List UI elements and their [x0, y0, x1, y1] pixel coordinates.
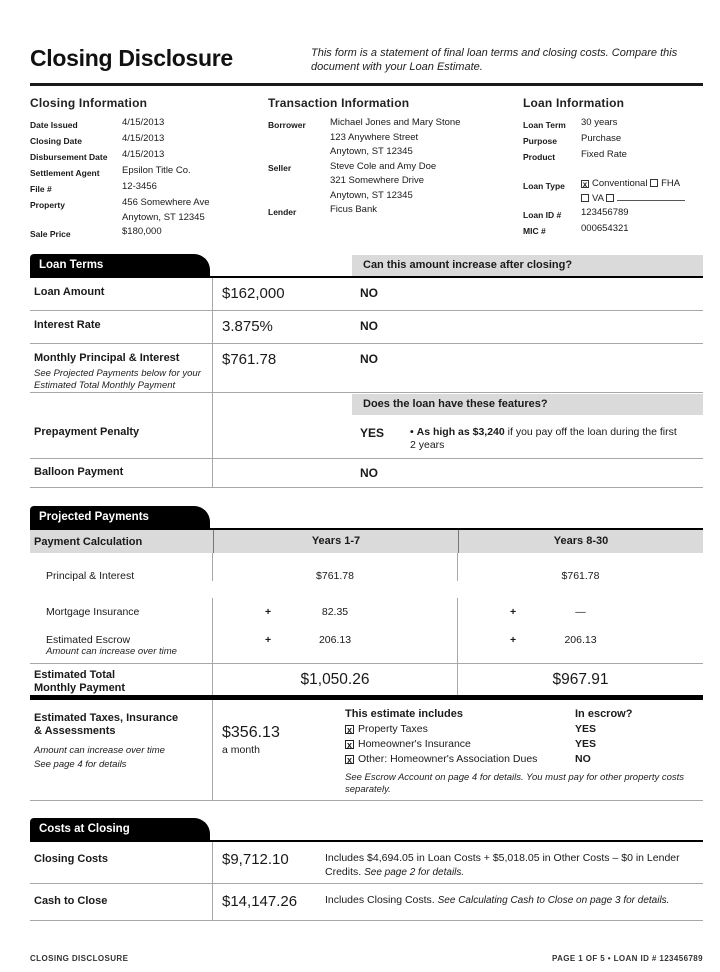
monthly-pi-value: $761.78 — [222, 351, 277, 368]
closing-disclosure-page — [30, 0, 703, 963]
info-row — [523, 148, 703, 164]
field-label: Loan Term — [523, 119, 566, 130]
answer: NO — [360, 286, 378, 300]
row-subtext: See Projected Payments below for your Estimated Total Monthly Payment — [34, 368, 201, 391]
note-bold: As high as $3,240 — [416, 426, 505, 438]
info-row — [268, 116, 523, 160]
field-label: Seller — [268, 163, 292, 173]
answer: YES — [360, 426, 385, 440]
plus-sign: + — [265, 634, 272, 646]
field-value: 123456789 — [581, 207, 629, 218]
closing-information-section — [30, 96, 268, 241]
plus-sign: + — [510, 606, 517, 618]
field-label: Loan ID # — [523, 209, 562, 220]
include-label: x Homeowner's Insurance — [346, 738, 471, 750]
info-grid — [30, 96, 703, 241]
field-value: 30 years — [581, 117, 618, 128]
projected-payments-tab: Projected Payments — [30, 506, 210, 528]
costs-at-closing-section — [30, 818, 703, 921]
loan-type-line-1 — [581, 177, 685, 192]
include-item — [345, 752, 703, 767]
row-label: Estimated Escrow — [46, 634, 131, 646]
info-row — [30, 148, 268, 164]
prepayment-note — [408, 415, 703, 458]
loan-type-line-2 — [581, 192, 685, 207]
principal-interest-row — [30, 553, 703, 598]
field-label: Date Issued — [30, 119, 78, 130]
transaction-information-section — [268, 96, 523, 241]
field-value: 000654321 — [581, 223, 629, 234]
column-header: Years 1-7 — [213, 530, 458, 553]
loan-information-heading: Loan Information — [523, 96, 625, 110]
row-label: Cash to Close — [30, 884, 213, 920]
field-label: Lender — [268, 206, 297, 217]
total-amount: $967.91 — [552, 671, 609, 688]
include-item — [345, 722, 703, 737]
interest-rate-row — [30, 311, 703, 344]
loan-terms-section — [30, 254, 703, 488]
footer-right: PAGE 1 OF 5 • LOAN ID # 123456789 — [551, 954, 703, 963]
field-value: Ficus Bank — [330, 204, 377, 215]
field-value: Purchase — [581, 133, 622, 144]
info-row — [30, 132, 268, 148]
field-label: Closing Date — [30, 135, 82, 146]
closing-costs-note: Includes $4,694.05 in Loan Costs + $5,018.05 in Other Costs – $0 in Lender Credits. See page 2 for details. — [325, 852, 680, 878]
field-label: File # — [30, 183, 52, 194]
loan-type-value — [581, 177, 685, 206]
field-value: 4/15/2013 — [122, 117, 165, 128]
field-label: Loan Type — [523, 180, 565, 191]
info-row — [523, 222, 703, 238]
loan-terms-tab: Loan Terms — [30, 254, 210, 276]
taxes-amount-cell — [213, 700, 345, 800]
interest-rate-value: 3.875% — [222, 318, 273, 335]
amount: 82.35 — [321, 606, 349, 618]
header-note: This form is a statement of final loan terms and closing costs. Compare this document with your Loan Estimate. — [311, 47, 678, 73]
info-row — [30, 116, 268, 132]
payment-calculation-header — [30, 530, 703, 553]
plus-sign: + — [265, 606, 272, 618]
field-value: 4/15/2013 — [122, 133, 165, 144]
info-row — [523, 206, 703, 222]
row-subtext: See page 4 for details — [34, 759, 127, 770]
row-subtext: Amount can increase over time — [46, 646, 177, 657]
estimated-taxes-row — [30, 700, 703, 801]
loan-type-option: VA — [592, 192, 604, 204]
info-row — [523, 132, 703, 148]
row-label: Estimated Taxes, Insurance & Assessments — [34, 712, 179, 737]
escrow-heading: In escrow? — [575, 708, 633, 720]
info-row — [30, 225, 268, 241]
include-item — [345, 737, 703, 752]
row-label: Estimated Total Monthly Payment — [34, 669, 126, 694]
address-line: 321 Somewhere Drive — [330, 175, 424, 186]
page-footer — [30, 954, 703, 963]
column-header: Years 8-30 — [458, 530, 703, 553]
row-label: Interest Rate — [34, 319, 101, 331]
checkbox-empty-icon — [650, 179, 658, 187]
row-label: Principal & Interest — [46, 570, 135, 582]
question-band: Does the loan have these features? — [352, 394, 703, 415]
escrow-note: See Escrow Account on page 4 for details. You must pay for other property costs separately. — [345, 772, 685, 795]
amount: — — [575, 606, 586, 618]
loan-type-option: Conventional — [592, 178, 648, 189]
escrow-answer: YES — [575, 738, 597, 750]
mortgage-insurance-row — [30, 598, 703, 627]
answer: NO — [360, 466, 378, 480]
checkbox-checked-icon: x — [346, 740, 352, 750]
taxes-amount: $356.13 — [222, 724, 280, 741]
checkbox-checked-icon: x — [346, 755, 352, 765]
field-value: Epsilon Title Co. — [122, 165, 191, 176]
address-line: 123 Anywhere Street — [330, 131, 419, 143]
field-label: Product — [523, 151, 556, 162]
amount: $761.78 — [316, 570, 354, 582]
row-label: Mortgage Insurance — [46, 606, 140, 618]
row-label: Balloon Payment — [34, 466, 124, 478]
bullet-icon: • — [410, 426, 414, 438]
row-label: Prepayment Penalty — [34, 426, 140, 438]
address-line: Michael Jones and Mary Stone — [330, 117, 461, 128]
field-value — [330, 116, 460, 160]
blank-underline — [617, 193, 685, 201]
field-value — [122, 196, 210, 225]
header-rule — [30, 83, 703, 86]
field-label: Property — [30, 199, 65, 210]
answer: NO — [360, 352, 378, 366]
loan-type-option: FHA — [661, 178, 681, 189]
info-row — [268, 160, 523, 204]
amount: $761.78 — [561, 570, 600, 582]
info-row — [30, 196, 268, 225]
include-label: x Property Taxes — [346, 723, 428, 735]
row-label: Monthly Principal & Interest — [34, 352, 180, 364]
closing-costs-amount: $9,712.10 — [222, 851, 289, 868]
closing-costs-row — [30, 842, 703, 884]
field-value — [330, 160, 436, 204]
field-value: Fixed Rate — [581, 149, 627, 160]
features-band-row — [30, 393, 703, 415]
plus-sign: + — [510, 634, 517, 646]
field-label: Sale Price — [30, 228, 71, 239]
loan-type-row — [523, 177, 703, 206]
total-amount: $1,050.26 — [300, 671, 370, 688]
taxes-detail-cell — [345, 700, 703, 800]
note-rest: if you pay off the loan during the first 2 years — [410, 426, 677, 451]
info-row — [523, 116, 703, 132]
loan-amount-row — [30, 278, 703, 311]
taxes-label-cell — [30, 700, 213, 800]
includes-header-row — [345, 707, 703, 722]
escrow-answer: NO — [575, 753, 591, 765]
closing-information-heading: Closing Information — [30, 96, 148, 110]
cash-to-close-note: Includes Closing Costs. See Calculating Cash to Close on page 3 for details. — [325, 894, 670, 906]
taxes-amount-unit: a month — [222, 744, 260, 756]
projected-payments-section — [30, 506, 703, 801]
estimated-total-row — [30, 663, 703, 695]
row-label: Closing Costs — [30, 842, 213, 883]
question-band: Can this amount increase after closing? — [352, 255, 703, 276]
field-value: 4/15/2013 — [122, 149, 165, 160]
column-header: Payment Calculation — [34, 535, 143, 548]
address-line: 456 Somewhere Ave — [122, 197, 210, 208]
row-label: Loan Amount — [34, 286, 105, 298]
field-value: 12-3456 — [122, 181, 157, 192]
checkbox-checked-icon: x — [346, 725, 352, 735]
loan-information-section — [523, 96, 703, 241]
estimated-escrow-row — [30, 627, 703, 663]
escrow-answer: YES — [575, 723, 597, 735]
field-label: Settlement Agent — [30, 167, 100, 178]
balloon-payment-row — [30, 459, 703, 488]
checkbox-empty-icon — [581, 194, 589, 202]
address-line: Anytown, ST 12345 — [122, 211, 205, 223]
info-row — [30, 180, 268, 196]
row-subtext: Amount can increase over time — [34, 745, 165, 756]
prepayment-penalty-row — [30, 415, 703, 459]
loan-amount-value: $162,000 — [222, 285, 285, 302]
answer: NO — [360, 319, 378, 333]
field-label: Purpose — [523, 135, 558, 146]
page-title: Closing Disclosure — [30, 45, 233, 71]
includes-heading: This estimate includes — [345, 708, 463, 720]
amount: 206.13 — [564, 634, 597, 646]
footer-left: CLOSING DISCLOSURE — [30, 954, 129, 963]
address-line: Anytown, ST 12345 — [330, 189, 413, 201]
field-value: $180,000 — [122, 226, 162, 237]
field-label: Borrower — [268, 119, 306, 130]
amount: 206.13 — [318, 634, 352, 646]
include-label: x Other: Homeowner's Association Dues — [346, 753, 538, 765]
checkbox-empty-icon — [606, 194, 614, 202]
info-row — [268, 203, 523, 219]
address-line: Anytown, ST 12345 — [330, 146, 413, 157]
costs-at-closing-tab: Costs at Closing — [30, 818, 210, 840]
address-line: Steve Cole and Amy Doe — [330, 160, 437, 172]
cash-to-close-row — [30, 884, 703, 921]
info-row — [30, 164, 268, 180]
monthly-pi-row — [30, 344, 703, 393]
cash-to-close-amount: $14,147.26 — [222, 893, 298, 910]
checkbox-checked-icon: x — [582, 180, 588, 189]
field-label: Disbursement Date — [30, 151, 108, 162]
transaction-information-heading: Transaction Information — [268, 96, 410, 110]
field-label: MIC # — [523, 225, 546, 236]
document-header — [30, 45, 703, 74]
